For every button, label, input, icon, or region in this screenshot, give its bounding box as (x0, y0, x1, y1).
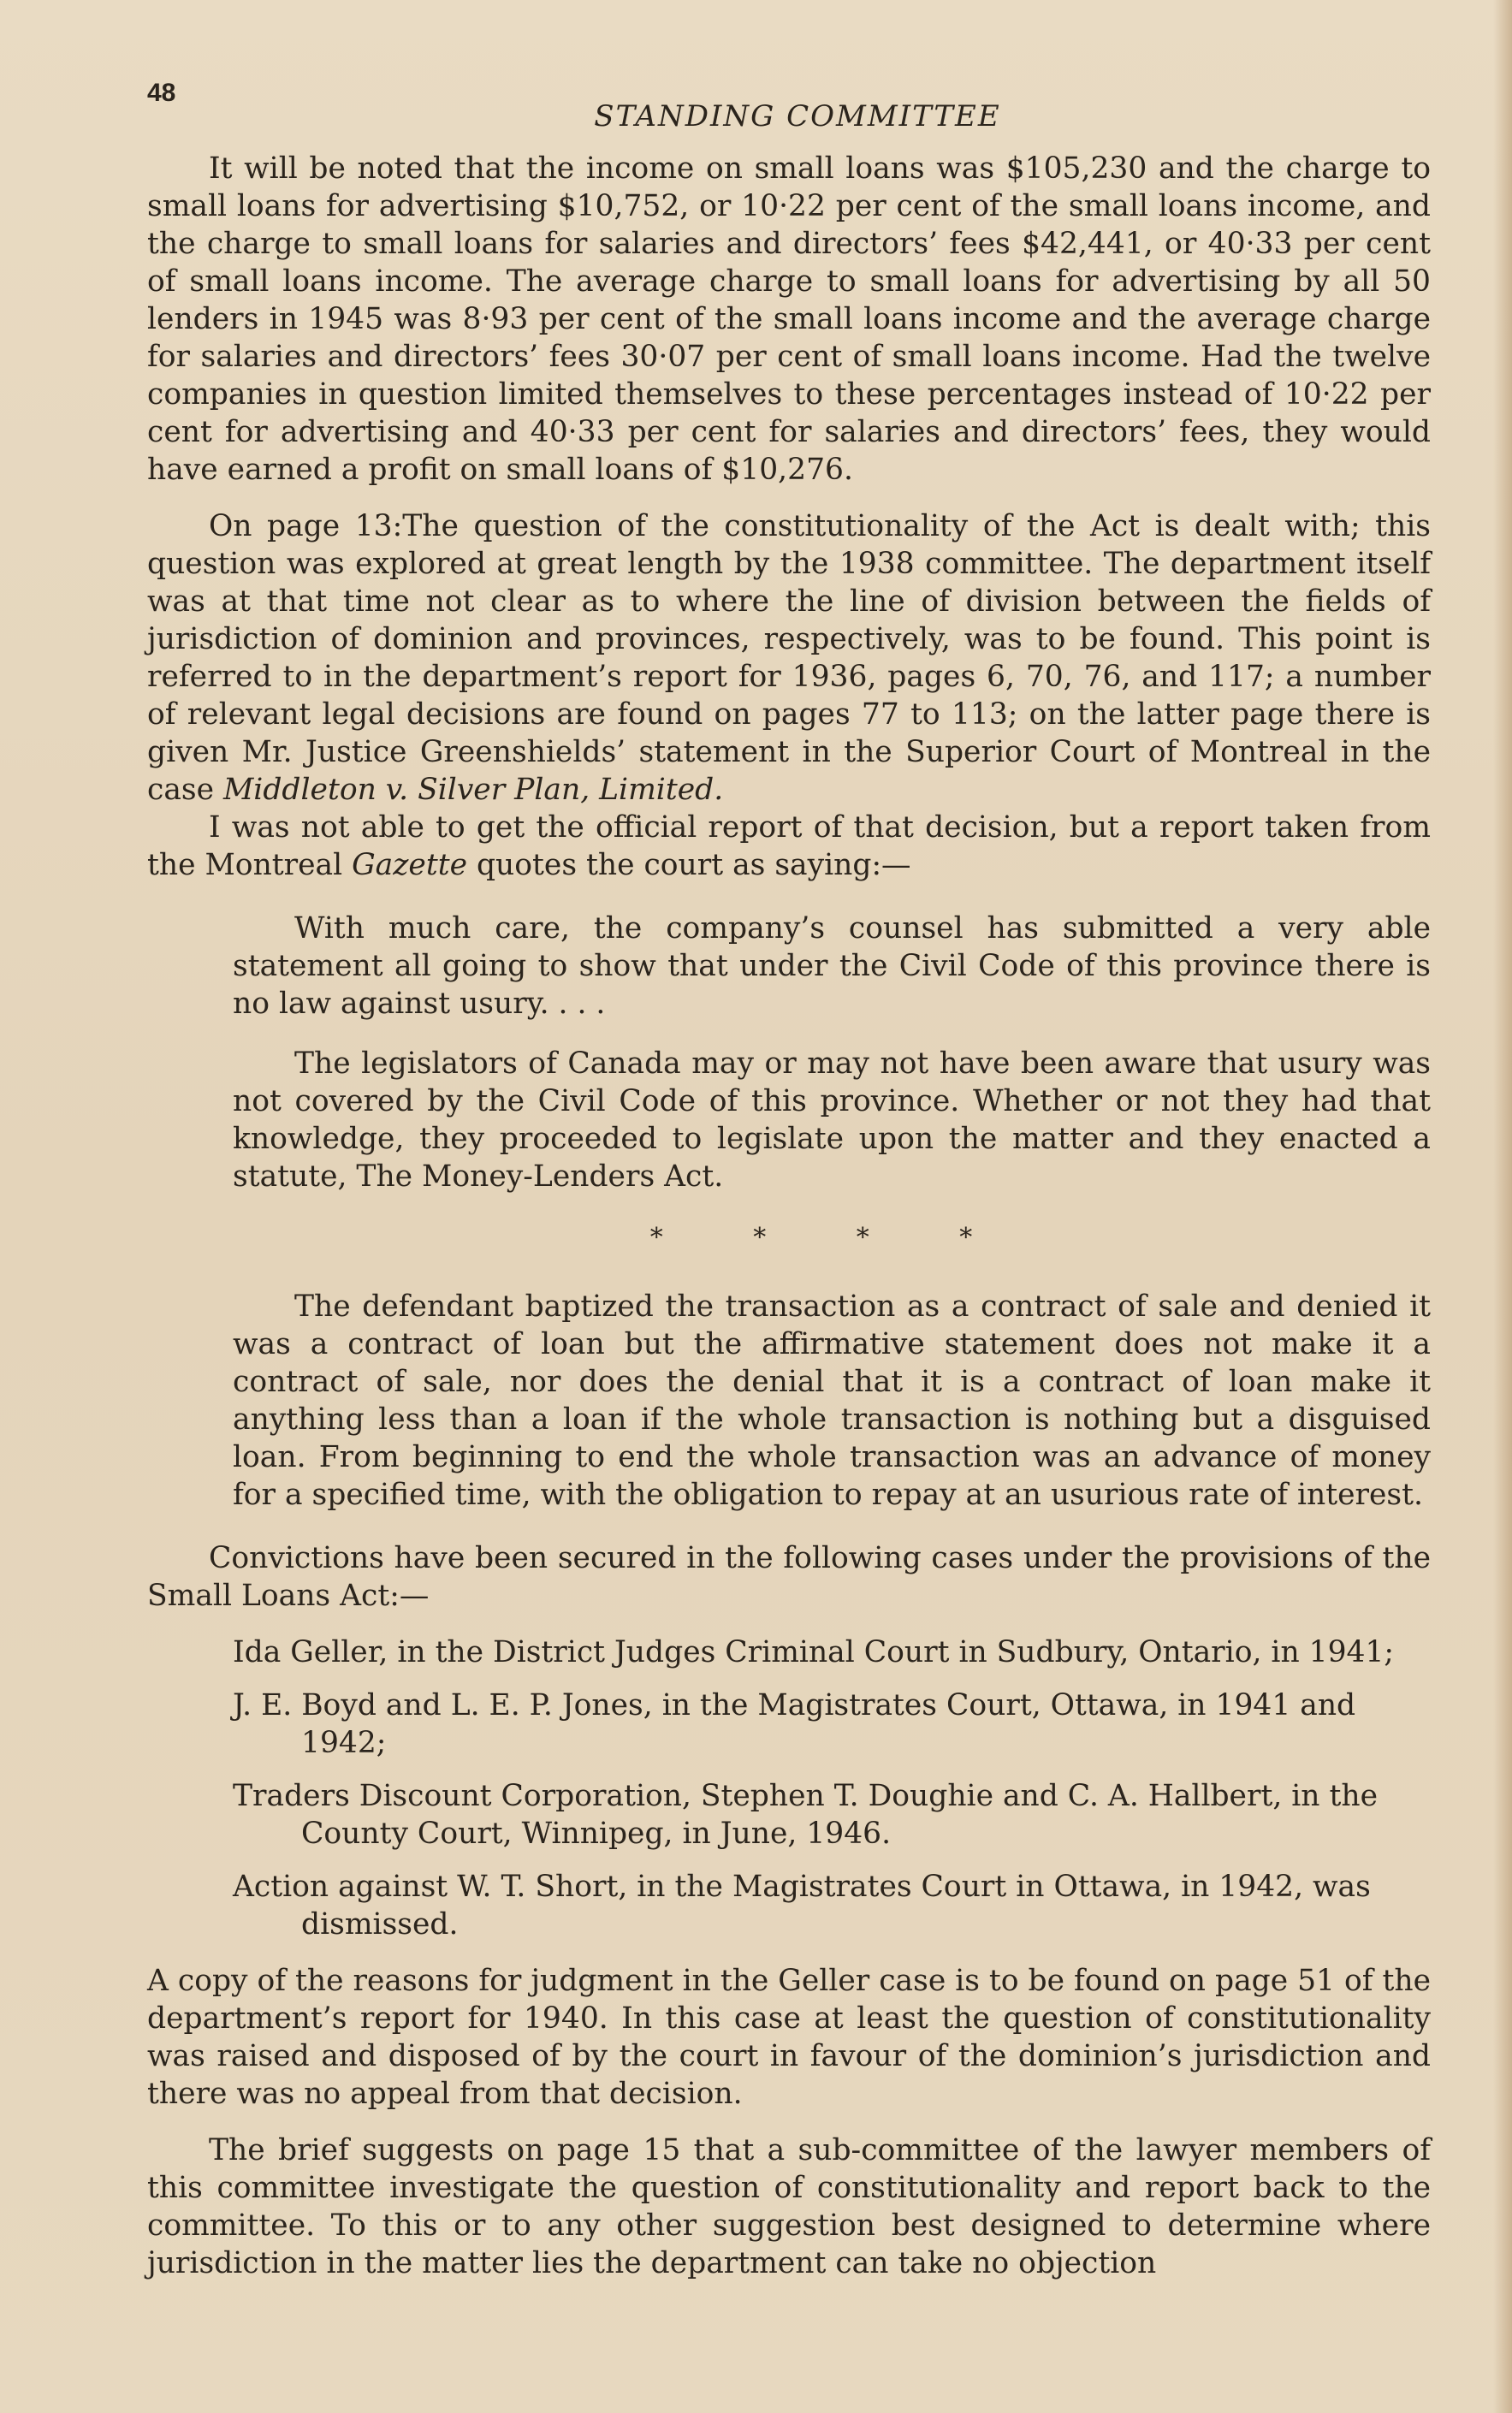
paragraph-gazette-report (147, 809, 1431, 884)
gazette-intro-text: I was not able to get the official report of that decision, but a report taken from the Montreal (147, 810, 1431, 882)
list-item: J. E. Boyd and L. E. P. Jones, in the Magistrates Court, Ottawa, in 1941 and 1942; (233, 1688, 1356, 1760)
page-number: 48 (147, 79, 176, 107)
court-quotation (233, 910, 1431, 1514)
page-header (147, 79, 1448, 133)
quote-paragraph-1: With much care, the company’s counsel has submitted a very able statement all going to show that under the Civil Code of this province there is no law against usury. . . . (233, 911, 1431, 1021)
paragraph-geller-judgment: A copy of the reasons for judgment in the Geller case is to be found on page 51 of the department’s report for 1940. In this case at least the question of constitutionality was raised and disposed of by the court in favour of the dominion’s jurisdiction and there was no appeal from that decision. (147, 1964, 1431, 2111)
paragraph-constitutionality (147, 507, 1431, 809)
paragraph-expenses: It will be noted that the income on small loans was $105,230 and the charge to small loans for advertising $10,752, or 10·22 per cent of the small loans income, and the charge to small loans for salaries and directors’ fees $42,441, or 40·33 per cent of small loans income. The average charge to small loans for advertising by all 50 lenders in 1945 was 8·93 per cent of the small loans income and the average charge for salaries and directors’ fees 30·07 per cent of small loans income. Had the twelve companies in question limited themselves to these percentages instead of 10·22 per cent for advertising and 40·33 per cent for salaries and directors’ fees, they would have earned a profit on small loans of $10,276. (147, 151, 1431, 487)
list-item: Traders Discount Corporation, Stephen T. Doughie and C. A. Hallbert, in the County Court, Winnipeg, in June, 1946. (233, 1779, 1378, 1851)
list-item: Action against W. T. Short, in the Magistrates Court in Ottawa, in 1942, was dismissed. (233, 1870, 1371, 1942)
page-body (147, 150, 1431, 2301)
gazette-name: Gazette (352, 848, 467, 882)
ellipsis-stars: * * * * (649, 1223, 1014, 1253)
gazette-outro-text: quotes the court as saying:— (467, 848, 911, 882)
convictions-list (233, 1633, 1431, 1943)
paragraph-convictions: Convictions have been secured in the following cases under the provisions of the Small Loans Act:— (147, 1541, 1431, 1613)
running-title: STANDING COMMITTEE (594, 99, 1001, 133)
paragraph-sub-committee: The brief suggests on page 15 that a sub-committee of the lawyer members of this committee investigate the question of constitutionality and report back to the committee. To this or to any other suggestion best designed to determine where jurisdiction in the matter lies the department can take no objection (147, 2133, 1431, 2280)
page-spine-shadow (1493, 0, 1512, 2413)
paragraph-constitutionality-text: On page 13:The question of the constitutionality of the Act is dealt with; this question was explored at great length by the 1938 committee. The department itself was at that time not clear as to where the line of division between the fields of jurisdiction of dominion and provinces, respectively, was to be found. This point is referred to in the department’s report for 1936, pages 6, 70, 76, and 117; a number of relevant legal decisions are found on pages 77 to 113; on the latter page there is given Mr. Justice Greenshields’ statement in the Superior Court of Montreal in the case (147, 509, 1431, 807)
quote-paragraph-2: The legislators of Canada may or may not have been aware that usury was not covered by the Civil Code of this province. Whether or not they had that knowledge, they proceeded to legislate upon the matter and they enacted a statute, The Money-Lenders Act. (233, 1046, 1431, 1194)
case-citation: Middleton v. Silver Plan, Limited. (222, 773, 724, 807)
quote-paragraph-3: The defendant baptized the transaction as a contract of sale and denied it was a contract of loan but the affirmative statement does not make it a contract of sale, nor does the denial that it is a contract of loan make it anything less than a loan if the whole transaction is nothing but a disguised loan. From beginning to end the whole transaction was an advance of money for a specified time, with the obligation to repay at an usurious rate of interest. (233, 1290, 1431, 1512)
list-item: Ida Geller, in the District Judges Criminal Court in Sudbury, Ontario, in 1941; (233, 1635, 1395, 1669)
